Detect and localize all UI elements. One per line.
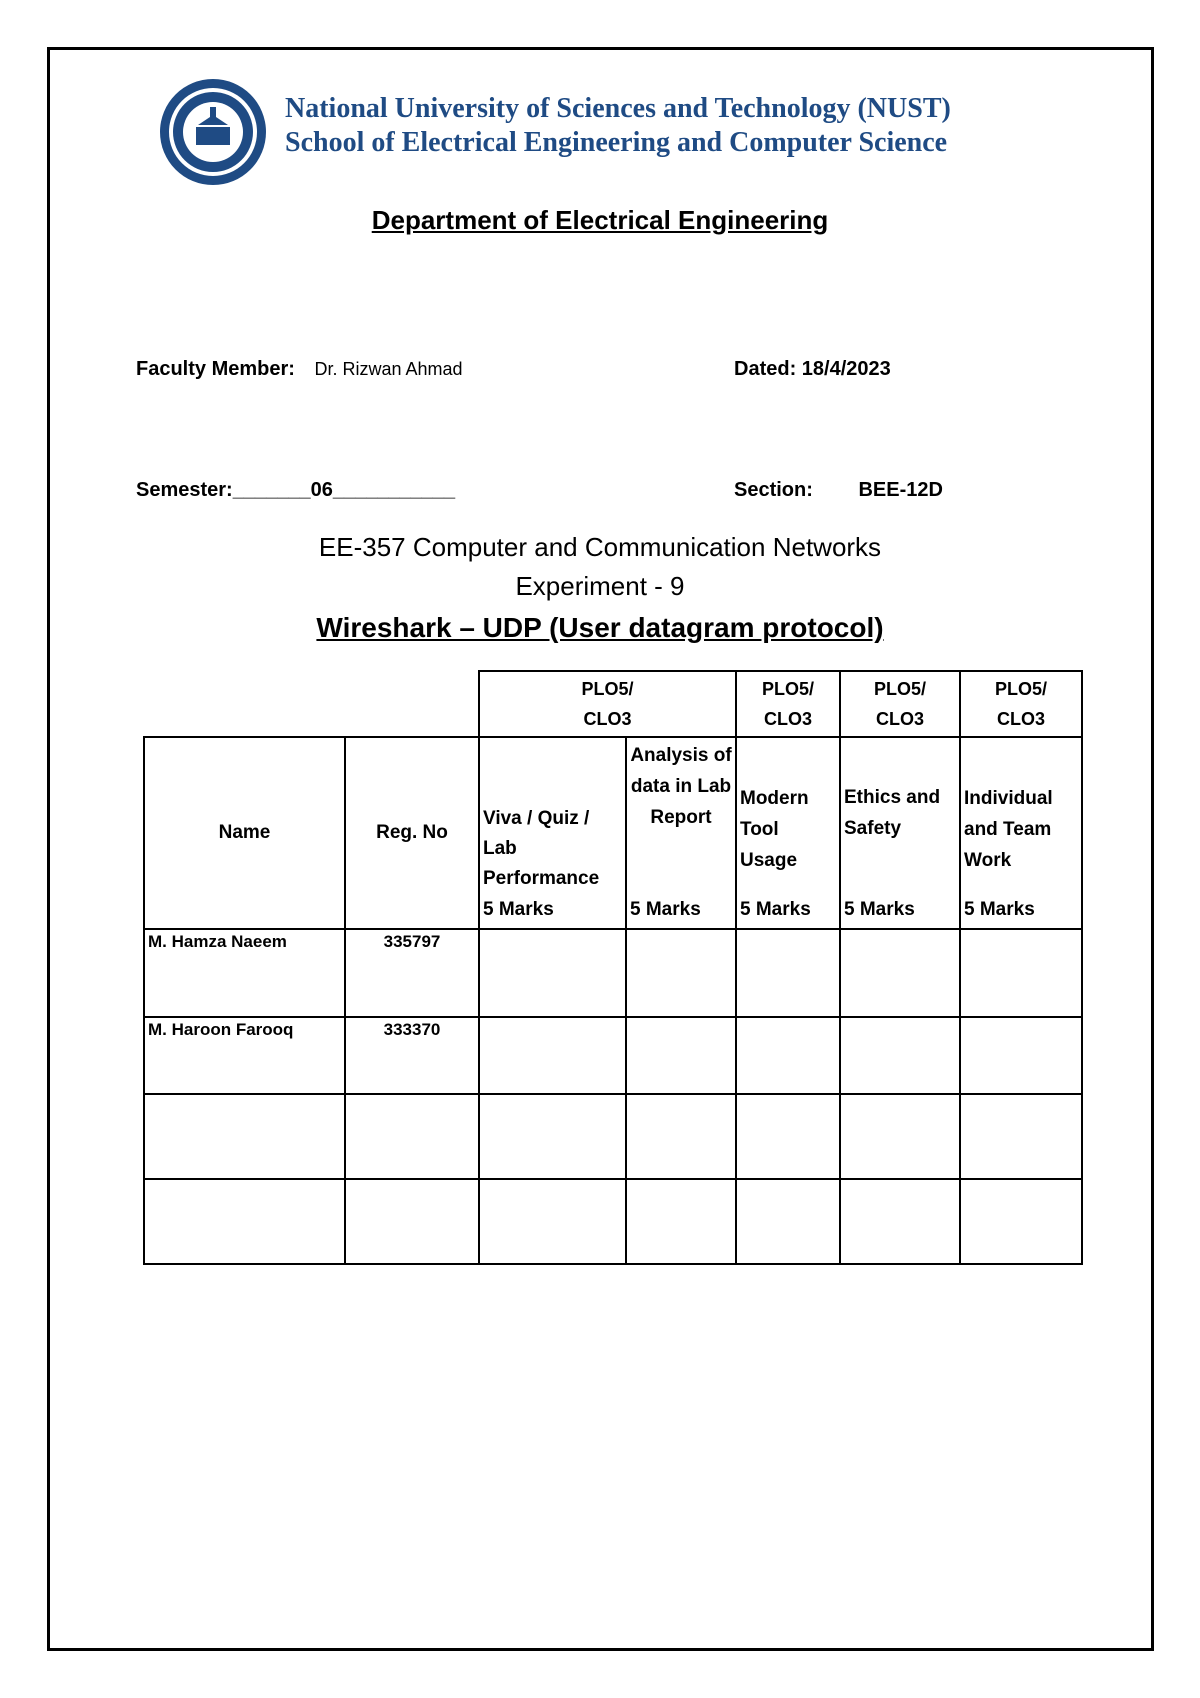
- mark-cell: [626, 1094, 736, 1179]
- student-reg: 333370: [345, 1017, 479, 1094]
- faculty-label: Faculty Member:: [136, 358, 295, 380]
- faculty-field: [136, 358, 463, 381]
- mark-cell: [626, 1017, 736, 1094]
- table-row: [144, 1094, 1082, 1179]
- semester-field: [136, 479, 455, 502]
- plo-header-4: PLO5/ CLO3: [960, 671, 1082, 737]
- mark-cell: [626, 929, 736, 1017]
- col-teamwork-header: Individual and Team Work 5 Marks: [960, 737, 1082, 929]
- table-row: [144, 1017, 1082, 1094]
- mark-cell: [736, 929, 840, 1017]
- dated-label: Dated:: [734, 358, 797, 380]
- mark-cell: [960, 1179, 1082, 1264]
- student-reg: [345, 1179, 479, 1264]
- experiment-number: Experiment - 9: [515, 571, 685, 601]
- experiment-title: Wireshark – UDP (User datagram protocol): [316, 612, 884, 643]
- col-name-header: Name: [144, 737, 345, 929]
- university-line-2: School of Electrical Engineering and Computer Science: [285, 127, 948, 158]
- mark-cell: [840, 1094, 960, 1179]
- nust-logo-icon: [158, 77, 268, 187]
- col-tool-header: Modern Tool Usage 5 Marks: [736, 737, 840, 929]
- mark-cell: [840, 1179, 960, 1264]
- plo-header-3: PLO5/ CLO3: [840, 671, 960, 737]
- mark-cell: [840, 1017, 960, 1094]
- plo-header-2: PLO5/ CLO3: [736, 671, 840, 737]
- dated-value: 18/4/2023: [801, 358, 891, 380]
- student-name: [144, 1094, 345, 1179]
- mark-cell: [736, 1179, 840, 1264]
- faculty-value: Dr. Rizwan Ahmad: [314, 359, 463, 379]
- mark-cell: [626, 1179, 736, 1264]
- mark-cell: [479, 1017, 626, 1094]
- col-reg-header: Reg. No: [345, 737, 479, 929]
- col-analysis-header: Analysis of data in Lab Report 5 Marks: [626, 737, 736, 929]
- semester-value: _______06___________: [232, 479, 456, 501]
- course-name: EE-357 Computer and Communication Networks: [318, 532, 882, 562]
- table-header-row: [144, 737, 1082, 929]
- mark-cell: [479, 929, 626, 1017]
- student-name: [144, 1179, 345, 1264]
- university-name: [285, 92, 951, 160]
- mark-cell: [840, 929, 960, 1017]
- section-value: BEE-12D: [858, 479, 943, 501]
- student-name: M. Haroon Farooq: [144, 1017, 345, 1094]
- table-row: [144, 1179, 1082, 1264]
- section-label: Section:: [734, 479, 813, 501]
- table-row: [144, 929, 1082, 1017]
- col-ethics-header: Ethics and Safety 5 Marks: [840, 737, 960, 929]
- department-title: Department of Electrical Engineering: [371, 205, 829, 235]
- mark-cell: [960, 929, 1082, 1017]
- dated-field: [734, 358, 891, 381]
- section-field: [734, 479, 943, 502]
- mark-cell: [479, 1179, 626, 1264]
- student-name: M. Hamza Naeem: [144, 929, 345, 1017]
- grading-table: [143, 736, 1083, 1265]
- semester-label: Semester:: [136, 479, 233, 501]
- university-line-1: National University of Sciences and Technology (NUST): [285, 93, 951, 124]
- mark-cell: [736, 1094, 840, 1179]
- mark-cell: [736, 1017, 840, 1094]
- plo-header-1: PLO5/ CLO3: [479, 671, 736, 737]
- mark-cell: [960, 1017, 1082, 1094]
- mark-cell: [960, 1094, 1082, 1179]
- student-reg: [345, 1094, 479, 1179]
- col-viva-header: Viva / Quiz / Lab Performance 5 Marks: [479, 737, 626, 929]
- plo-header-table: [478, 670, 1083, 738]
- student-reg: 335797: [345, 929, 479, 1017]
- mark-cell: [479, 1094, 626, 1179]
